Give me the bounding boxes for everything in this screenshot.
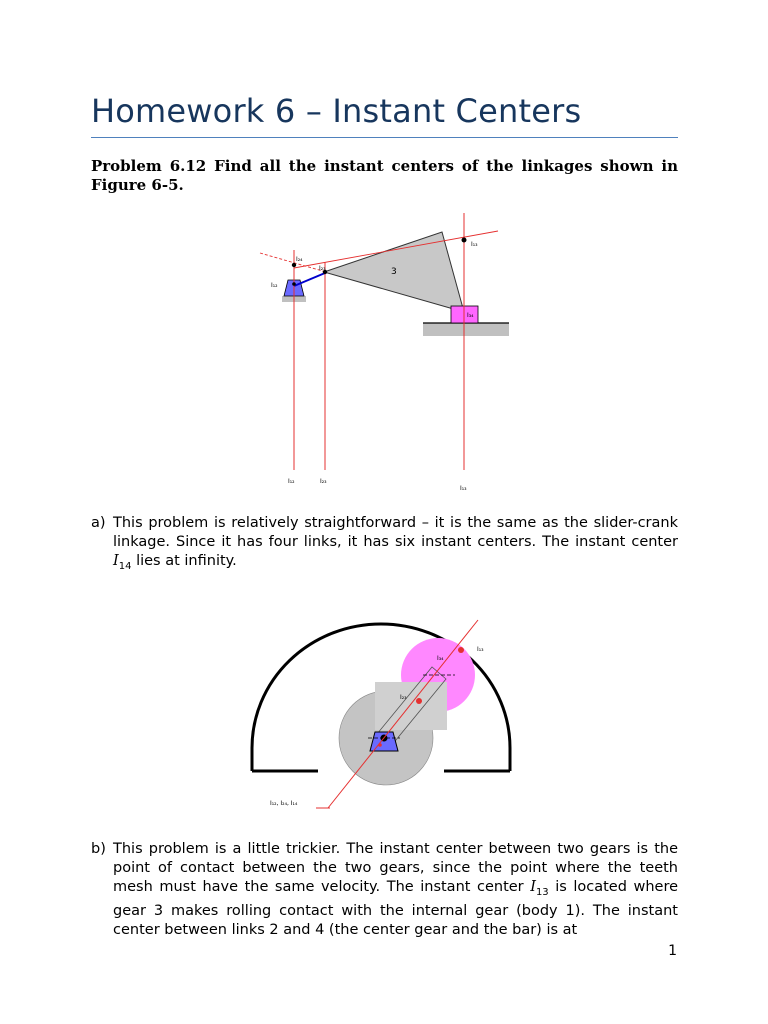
point-i12-gear — [378, 743, 382, 747]
paragraph-b-marker: b) — [91, 841, 106, 857]
label-i34-gear: I₃₄ — [437, 655, 444, 662]
problem-statement: Problem 6.12 Find all the instant centers of the linkages shown in Figure 6-5. — [91, 157, 678, 194]
paragraph-a-subscript: 14 — [118, 560, 132, 572]
label-i12: I₁₂ — [271, 282, 278, 289]
label-i24: I₂₄ — [296, 256, 303, 263]
label-i13-top: I₁₃ — [471, 241, 478, 248]
label-i12-bottom: I₁₂ — [288, 478, 295, 485]
label-i34: I₃₄ — [467, 312, 474, 319]
paragraph-a-text-2: lies at infinity. — [131, 553, 237, 569]
paragraph-a-text-1: This problem is relatively straightforward – it is the same as the slider-crank linkage. Since it has four links, it has six instant centers. The instant center — [113, 515, 678, 550]
page-title: Homework 6 – Instant Centers — [91, 92, 582, 130]
point-i13-gear — [458, 647, 464, 653]
paragraph-b-text-1: This problem is a little trickier. The instant center between two gears is the point of contact between the two gears, since the point where the teeth mesh must have the same velocity. The instant center — [113, 841, 678, 895]
paragraph-b — [91, 840, 678, 940]
label-i23-bottom: I₂₃ — [320, 478, 327, 485]
page-number: 1 — [668, 943, 677, 959]
coupler-label: 3 — [391, 267, 397, 277]
label-i13-bottom: I₁₃ — [460, 485, 467, 492]
paragraph-b-symbol: I — [530, 879, 536, 895]
label-bottom-gear: I₁₂, I₂₄, I₁₄ — [270, 800, 298, 807]
label-i13-gear: I₁₃ — [477, 646, 484, 653]
paragraph-b-text-2: is located where gear 3 makes rolling contact with the internal gear (body 1). The instant center between links 2 and 4 (the center gear and the bar) is at — [113, 879, 679, 938]
point-i23-gear — [416, 698, 422, 704]
paragraph-a-symbol: I — [113, 553, 119, 569]
label-i23-top: I₂₃ — [319, 265, 326, 272]
label-i23-gear: I₂₃ — [400, 694, 407, 701]
paragraph-b-subscript: 13 — [535, 886, 549, 898]
paragraph-a-marker: a) — [91, 515, 106, 531]
